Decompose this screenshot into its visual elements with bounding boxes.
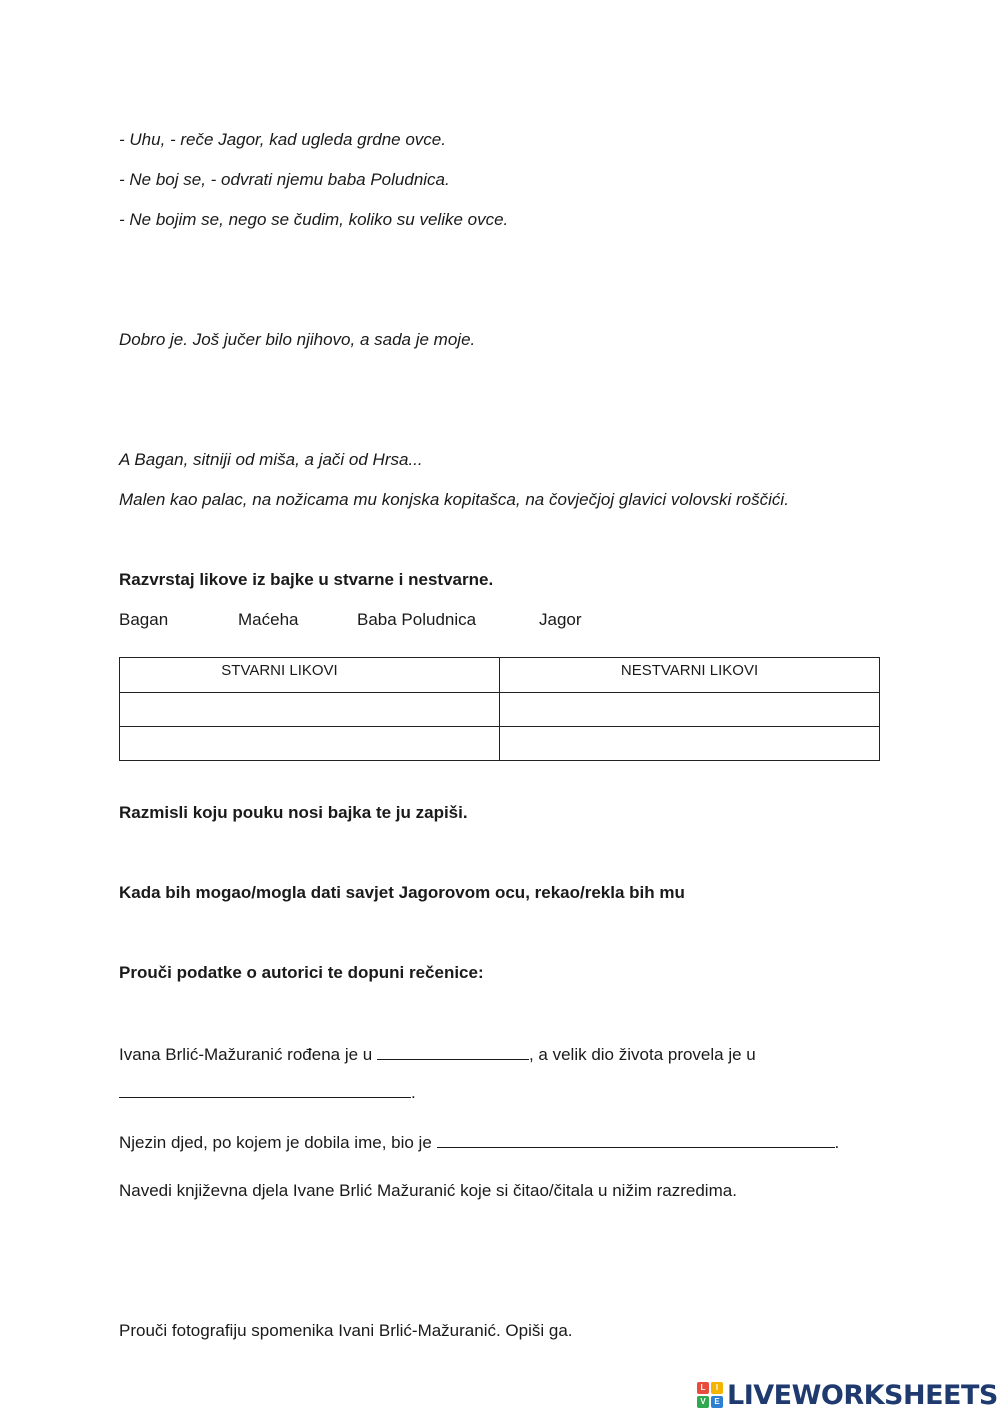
- works-instruction: Navedi književna djela Ivane Brlić Mažuranić koje si čitao/čitala u nižim razredima.: [119, 1181, 737, 1200]
- logo-letter: V: [697, 1396, 709, 1408]
- table-header-row: [120, 658, 880, 693]
- author-sentence-1: [119, 1042, 756, 1066]
- character-word[interactable]: Maćeha: [238, 610, 299, 629]
- sort-instruction: Razvrstaj likove iz bajke u stvarne i nestvarne.: [119, 570, 494, 589]
- logo-letter: I: [711, 1382, 723, 1394]
- dialog-line-3: - Ne bojim se, nego se čudim, koliko su velike ovce.: [119, 210, 509, 229]
- blank-birthplace[interactable]: [377, 1042, 529, 1060]
- quote-line-1: Dobro je. Još jučer bilo njihovo, a sada je moje.: [119, 330, 476, 349]
- drop-cell-real[interactable]: [120, 727, 500, 761]
- drop-cell-unreal[interactable]: [500, 727, 880, 761]
- lesson-instruction: Razmisli koju pouku nosi bajka te ju zapiši.: [119, 803, 468, 822]
- sentence-text: , a velik dio života provela je u: [528, 1045, 756, 1064]
- blank-residence[interactable]: [119, 1080, 411, 1098]
- character-word[interactable]: Baba Poludnica: [357, 610, 477, 629]
- liveworksheets-logo: [697, 1378, 998, 1412]
- table-row: [120, 693, 880, 727]
- logo-letter: E: [711, 1396, 723, 1408]
- advice-instruction: Kada bih mogao/mogla dati savjet Jagorovom ocu, rekao/rekla bih mu: [119, 883, 685, 902]
- logo-text: LIVEWORKSHEETS: [727, 1379, 998, 1411]
- monument-instruction: Prouči fotografiju spomenika Ivani Brlić-Mažuranić. Opiši ga.: [119, 1321, 573, 1340]
- quote-line-2: A Bagan, sitniji od miša, a jači od Hrsa...: [119, 450, 423, 469]
- header-real-characters: STVARNI LIKOVI: [120, 658, 500, 693]
- drop-cell-real[interactable]: [120, 693, 500, 727]
- sentence-text: Ivana Brlić-Mažuranić rođena je u: [119, 1045, 373, 1064]
- logo-letter: L: [697, 1382, 709, 1394]
- table-row: [120, 727, 880, 761]
- dialog-line-2: - Ne boj se, - odvrati njemu baba Poludnica.: [119, 170, 450, 189]
- sentence-end: .: [834, 1133, 840, 1152]
- logo-mark: [697, 1382, 723, 1408]
- author-sentence-1-cont: [119, 1080, 416, 1104]
- sentence-end: .: [411, 1083, 416, 1102]
- drop-cell-unreal[interactable]: [500, 693, 880, 727]
- author-instruction: Prouči podatke o autorici te dopuni rečenice:: [119, 963, 484, 982]
- header-unreal-characters: NESTVARNI LIKOVI: [500, 658, 880, 693]
- dialog-line-1: - Uhu, - reče Jagor, kad ugleda grdne ovce.: [119, 130, 446, 149]
- character-word[interactable]: Bagan: [119, 610, 169, 629]
- blank-grandfather[interactable]: [437, 1130, 835, 1148]
- character-word[interactable]: Jagor: [539, 610, 582, 629]
- sentence-text: Njezin djed, po kojem je dobila ime, bio je: [119, 1133, 432, 1152]
- author-sentence-2: [119, 1130, 839, 1154]
- quote-line-3: Malen kao palac, na nožicama mu konjska kopitašca, na čovječjoj glavici volovski roščići.: [119, 490, 789, 509]
- character-sort-table: [119, 657, 880, 761]
